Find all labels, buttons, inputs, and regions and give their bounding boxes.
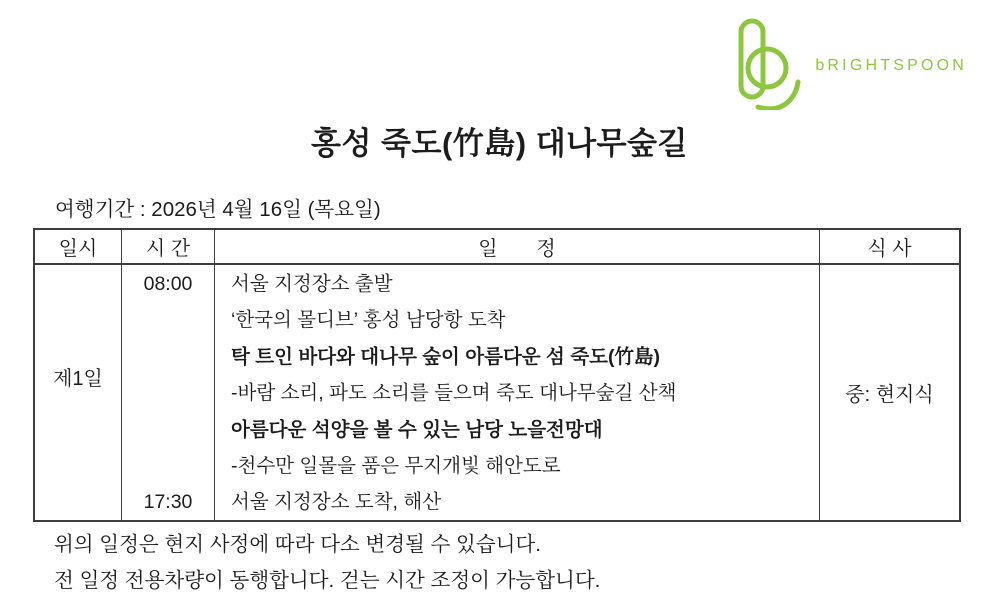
footer-note-2: 전 일정 전용차량이 동행합니다. 걷는 시간 조정이 가능합니다. [54, 568, 601, 592]
header-date: 일시 [35, 230, 122, 265]
time-cell [122, 265, 215, 520]
footer-notes [54, 527, 600, 598]
footer-note-1: 위의 일정은 현지 사정에 따라 다소 변경될 수 있습니다. [54, 533, 541, 556]
itinerary-line: 서울 지정장소 출발 [231, 273, 393, 295]
time-line [122, 375, 214, 411]
header-meal: 식 사 [820, 230, 959, 265]
header-itinerary: 일 정 [215, 230, 820, 265]
itinerary-line: 탁 트인 바다와 대나무 숲이 아름다운 섬 죽도(竹島) [231, 345, 660, 368]
meal-label: 중: 현지식 [845, 384, 934, 406]
travel-period: 여행기간 : 2026년 4월 16일 (목요일) [55, 198, 381, 221]
time-line: 08:00 [143, 273, 193, 295]
day-cell [35, 265, 122, 520]
itinerary-line: -바람 소리, 파도 소리를 들으며 죽도 대나무숲길 산책 [231, 382, 677, 405]
itinerary-line: ‘한국의 몰디브’ 홍성 남당항 도착 [231, 309, 506, 332]
brightspoon-logo [728, 16, 967, 110]
time-line [122, 302, 214, 338]
day-label: 제1일 [53, 368, 103, 390]
brightspoon-logo-text: bRIGHTSPOON [815, 57, 967, 74]
time-line [122, 412, 214, 448]
time-line: 17:30 [143, 491, 193, 514]
time-line [122, 339, 214, 375]
header-time: 시 간 [122, 230, 215, 265]
meal-cell [820, 265, 959, 520]
itinerary-table [33, 228, 961, 522]
itinerary-line: 서울 지정장소 도착, 해산 [231, 491, 442, 514]
itinerary-line: -천수만 일몰을 품은 무지개빛 해안도로 [231, 454, 561, 477]
page-title: 홍성 죽도(竹島) 대나무숲길 [311, 126, 688, 161]
time-line [122, 448, 214, 484]
itinerary-cell [215, 265, 820, 520]
brightspoon-logo-icon [728, 16, 806, 110]
itinerary-line: 아름다운 석양을 볼 수 있는 남당 노을전망대 [231, 418, 603, 441]
